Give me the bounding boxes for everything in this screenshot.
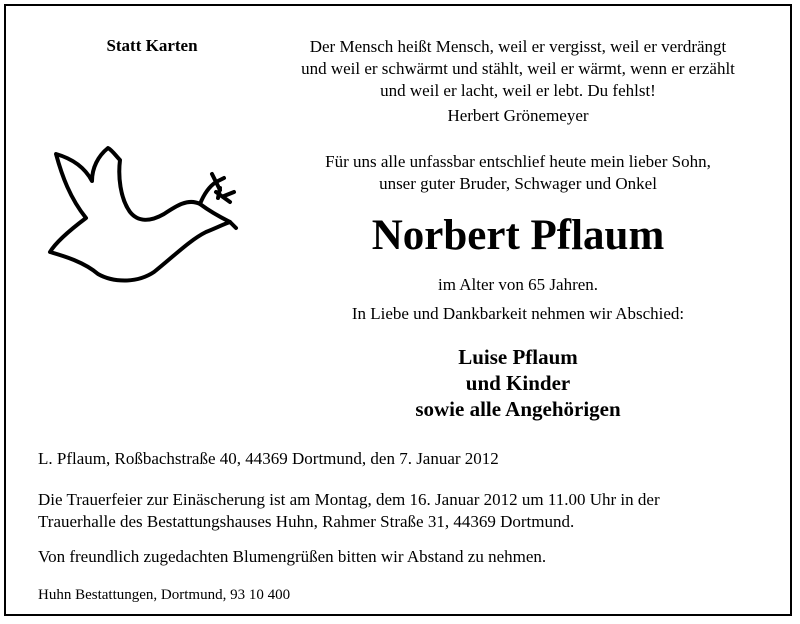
mourner-line: und Kinder — [465, 371, 571, 395]
mourner-line: sowie alle Angehörigen — [415, 397, 621, 421]
statt-karten-label: Statt Karten — [106, 36, 198, 55]
age-text: im Alter von 65 Jahren. — [437, 275, 599, 294]
intro-line: unser guter Bruder, Schwager und Onkel — [379, 174, 657, 193]
place-date: L. Pflaum, Roßbachstraße 40, 44369 Dortmund, den 7. Januar 2012 — [38, 449, 499, 468]
quote-line: Der Mensch heißt Mensch, weil er vergisst, weil er verdrängt — [309, 37, 727, 56]
obituary-frame — [4, 4, 792, 616]
service-info — [38, 489, 660, 533]
quote — [268, 36, 768, 102]
dove-with-olive-branch-icon — [40, 136, 250, 296]
service-line: Die Trauerfeier zur Einäscherung ist am Montag, dem 16. Januar 2012 um 11.00 Uhr in der — [38, 490, 660, 509]
deceased-name: Norbert Pflaum — [371, 212, 665, 259]
mourners — [268, 344, 768, 422]
farewell-text: In Liebe und Dankbarkeit nehmen wir Abschied: — [351, 304, 685, 323]
intro — [268, 151, 768, 195]
quote-author: Herbert Grönemeyer — [447, 106, 589, 125]
flowers-note: Von freundlich zugedachten Blumengrüßen bitten wir Abstand zu nehmen. — [38, 547, 547, 566]
intro-line: Für uns alle unfassbar entschlief heute mein lieber Sohn, — [325, 152, 711, 171]
service-line: Trauerhalle des Bestattungshauses Huhn, Rahmer Straße 31, 44369 Dortmund. — [38, 512, 575, 531]
quote-line: und weil er schwärmt und stählt, weil er wärmt, wenn er erzählt — [301, 59, 735, 78]
mourner-line: Luise Pflaum — [458, 345, 578, 369]
quote-line: und weil er lacht, weil er lebt. Du fehlst! — [380, 81, 656, 100]
undertaker-info: Huhn Bestattungen, Dortmund, 93 10 400 — [38, 587, 291, 603]
